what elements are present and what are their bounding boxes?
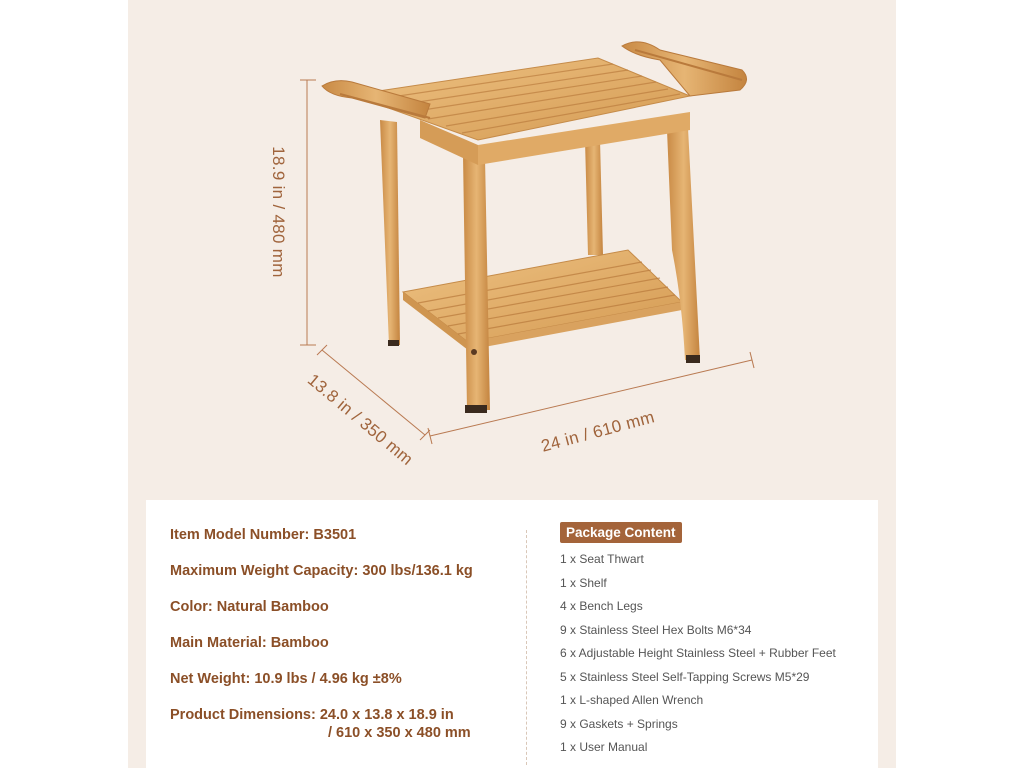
spec-material [170,634,520,670]
spec-weight-capacity [170,562,520,598]
column-divider [526,530,527,765]
spec-label: Net Weight: [170,671,251,687]
spec-label: Color: [170,599,213,615]
spec-label: Main Material: [170,635,267,651]
spec-value-line1: 24.0 x 13.8 x 18.9 in [319,707,454,723]
package-item: 1 x Shelf [560,575,607,590]
package-item: 1 x Seat Thwart [560,552,644,566]
spec-color [170,598,520,634]
package-item: 5 x Stainless Steel Self-Tapping Screws M5*29 [560,669,810,684]
spec-label: Product Dimensions: [170,707,316,723]
spec-product-dimensions [170,706,520,742]
spec-value: Bamboo [270,635,329,651]
spec-value: 10.9 lbs / 4.96 kg ±8% [254,671,402,687]
spec-card [146,500,878,768]
spec-value: Natural Bamboo [216,599,329,615]
package-item: 9 x Stainless Steel Hex Bolts M6*34 [560,622,752,637]
package-item: 9 x Gaskets + Springs [560,716,678,731]
spec-net-weight [170,670,520,706]
spec-label: Maximum Weight Capacity: [170,563,359,579]
spec-list [170,526,520,742]
spec-value: 300 lbs/136.1 kg [362,563,473,579]
package-content [560,522,870,763]
package-item: 1 x L-shaped Allen Wrench [560,693,704,707]
package-content-title: Package Content [560,522,682,543]
bench-shelf [403,250,682,350]
spec-model [170,526,520,562]
height-dimension-label: 18.9 in / 480 mm [269,146,288,278]
depth-dimension-label: 13.8 in / 350 mm [303,370,417,470]
spec-value-line2: / 610 x 350 x 480 mm [328,725,471,741]
width-dimension-label: 24 in / 610 mm [539,407,657,456]
package-item: 4 x Bench Legs [560,599,643,613]
package-item-list [560,551,870,763]
package-item: 6 x Adjustable Height Stainless Steel + Rubber Feet [560,646,836,660]
spec-label: Item Model Number: [170,527,310,543]
spec-value: B3501 [313,527,357,543]
package-item: 1 x User Manual [560,740,648,754]
